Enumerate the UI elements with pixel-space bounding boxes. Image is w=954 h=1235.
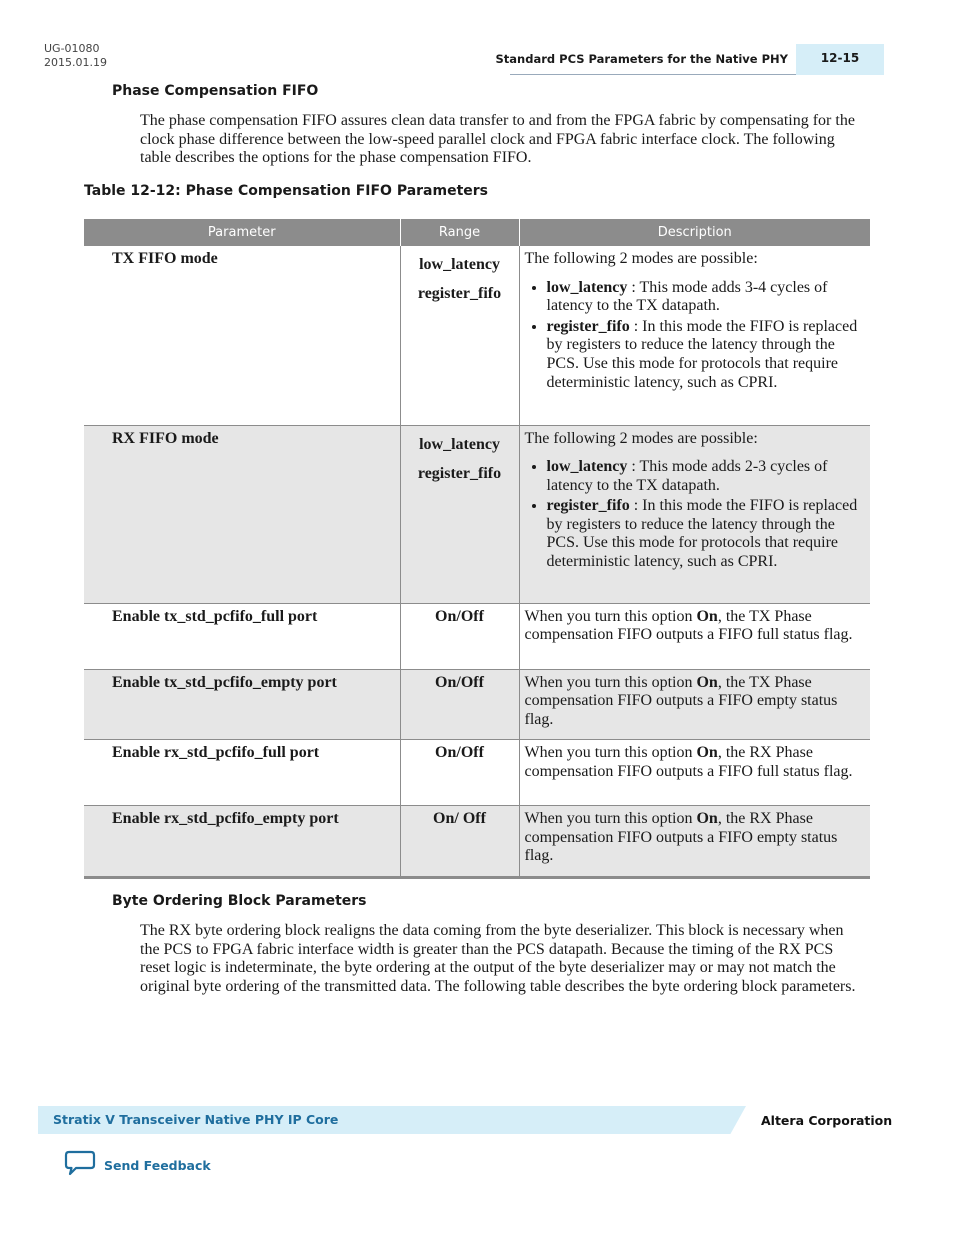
doc-id-block: [44, 42, 107, 70]
table-row: [84, 740, 870, 806]
description-cell: [519, 669, 870, 740]
send-feedback-link[interactable]: [64, 1150, 211, 1181]
range-cell: [400, 246, 519, 425]
speech-bubble-icon: [64, 1150, 96, 1181]
list-item: [547, 318, 865, 392]
doc-date: 2015.01.19: [44, 56, 107, 69]
description-cell: [519, 246, 870, 425]
range-value: On/Off: [400, 740, 519, 806]
table-row: [84, 246, 870, 425]
send-feedback-label[interactable]: Send Feedback: [104, 1158, 211, 1173]
option-text: : In this mode the FIFO is replaced by registers to reduce the latency through the PCS. Use this mode for protocols that require deterministic latency, such as CPRI.: [546, 317, 858, 391]
column-header: Description: [519, 219, 870, 246]
header-section-title: Standard PCS Parameters for the Native PHY: [495, 52, 788, 66]
column-header: Range: [400, 219, 519, 246]
range-value: low_latency: [419, 435, 500, 453]
description-text: , the TX Phase compensation FIFO outputs a FIFO empty status flag.: [524, 673, 838, 728]
description-cell: [519, 603, 870, 669]
description-cell: [519, 740, 870, 806]
column-header: Parameter: [84, 219, 400, 246]
description-emphasis: On: [696, 607, 718, 625]
range-value: register_fifo: [417, 464, 502, 482]
parameter-name: Enable rx_std_pcfifo_full port: [84, 740, 400, 806]
description-emphasis: On: [696, 810, 718, 828]
header-page-number: 12-15: [796, 44, 884, 75]
description-text: When you turn this option: [524, 607, 697, 625]
option-name: register_fifo: [546, 317, 630, 335]
options-list: [525, 458, 865, 572]
section-body-byte-ordering: The RX byte ordering block realigns the data coming from the byte deserializer. This block is necessary when the PCS to FPGA fabric interface width is greater than the PCS datapath. Because the timing of the RX PCS reset logic is indeterminate, the byte ordering at the output of the byte deserializer may or may not match the original byte ordering of the transmitted data. The following table describes the byte ordering block parameters.: [140, 922, 856, 995]
table-row: [84, 425, 870, 603]
section-body-phase-fifo: The phase compensation FIFO assures clean data transfer to and from the FPGA fabric by compensating for the clock phase difference between the low-speed parallel clock and FPGA fabric interface clock. The following table describes the options for the phase compensation FIFO.: [140, 112, 855, 167]
parameter-name: Enable tx_std_pcfifo_full port: [84, 603, 400, 669]
section-heading-byte-ordering: Byte Ordering Block Parameters: [112, 893, 367, 909]
description-text: , the RX Phase compensation FIFO outputs a FIFO empty status flag.: [524, 810, 838, 865]
option-name: low_latency: [546, 278, 628, 296]
table-row: [84, 603, 870, 669]
description-intro: The following 2 modes are possible:: [524, 250, 758, 267]
list-item: [547, 458, 865, 495]
description-text: , the TX Phase compensation FIFO outputs a FIFO full status flag.: [524, 607, 853, 644]
parameter-name: Enable tx_std_pcfifo_empty port: [84, 669, 400, 740]
range-cell: [400, 425, 519, 603]
doc-id: UG-01080: [44, 42, 100, 55]
option-text: : In this mode the FIFO is replaced by registers to reduce the latency through the PCS. Use this mode for protocols that require deterministic latency, such as CPRI.: [546, 497, 858, 571]
table-caption: Table 12-12: Phase Compensation FIFO Parameters: [84, 183, 489, 199]
description-emphasis: On: [696, 744, 718, 762]
option-text: : This mode adds 3-4 cycles of latency to the TX datapath.: [546, 278, 828, 315]
parameter-name: RX FIFO mode: [84, 425, 400, 603]
option-name: register_fifo: [546, 497, 630, 515]
range-value: register_fifo: [417, 285, 502, 302]
description-cell: [519, 425, 870, 603]
table-row: [84, 806, 870, 878]
description-cell: [519, 806, 870, 878]
option-text: : This mode adds 2-3 cycles of latency to the TX datapath.: [546, 458, 828, 494]
parameter-name: Enable rx_std_pcfifo_empty port: [84, 806, 400, 878]
parameter-name: TX FIFO mode: [84, 246, 400, 425]
footer-product-name: Stratix V Transceiver Native PHY IP Core: [53, 1112, 339, 1127]
list-item: [547, 497, 865, 571]
description-intro: The following 2 modes are possible:: [524, 429, 758, 447]
header-rule: [510, 74, 796, 75]
range-value: On/Off: [400, 603, 519, 669]
range-value: low_latency: [419, 256, 500, 273]
range-value: On/Off: [400, 669, 519, 740]
footer-company: Altera Corporation: [761, 1113, 893, 1128]
description-text: When you turn this option: [524, 673, 697, 691]
section-heading-phase-fifo: Phase Compensation FIFO: [112, 83, 319, 99]
description-emphasis: On: [696, 673, 718, 691]
description-text: When you turn this option: [524, 744, 697, 762]
description-text: , the RX Phase compensation FIFO outputs a FIFO full status flag.: [524, 744, 853, 780]
parameters-table: [84, 219, 870, 879]
option-name: low_latency: [546, 458, 628, 476]
options-list: [525, 279, 865, 393]
range-value: On/ Off: [400, 806, 519, 878]
table-header-row: [84, 219, 870, 246]
table-row: [84, 669, 870, 740]
list-item: [547, 279, 865, 316]
description-text: When you turn this option: [524, 810, 697, 828]
